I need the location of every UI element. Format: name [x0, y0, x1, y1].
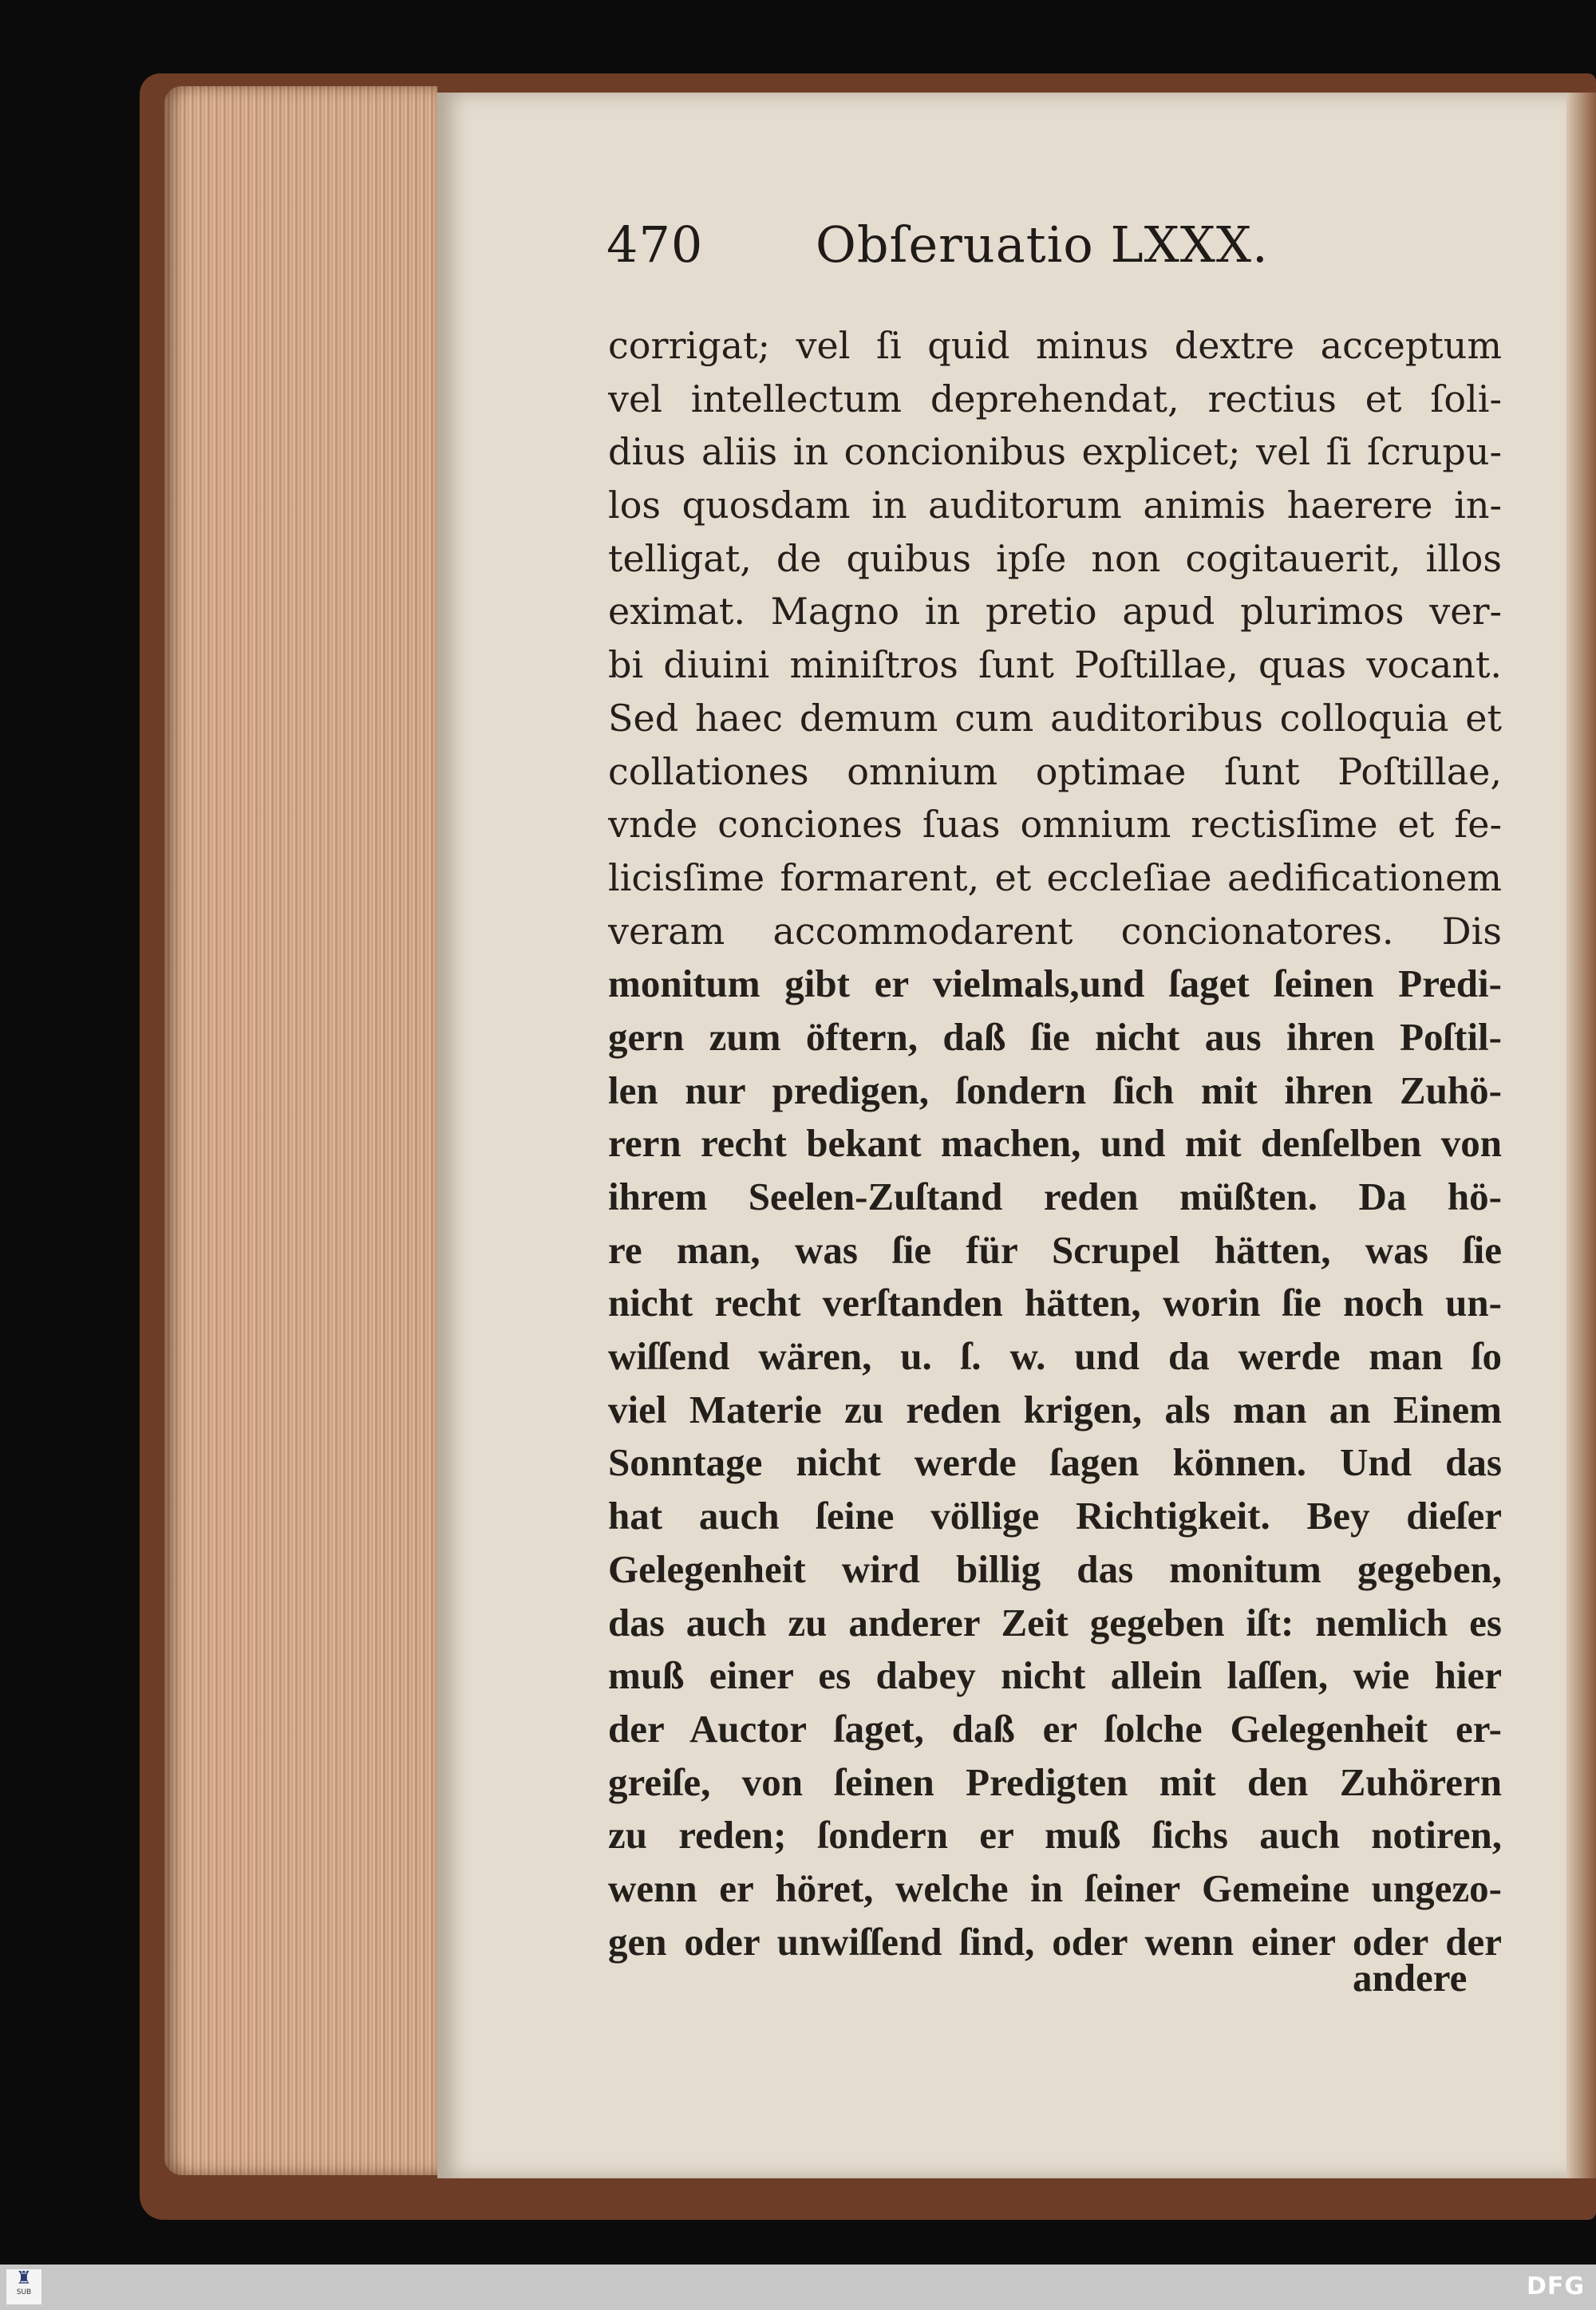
text-line: corrigat; vel ſi quid minus dextre acceptum	[608, 324, 1502, 367]
text-line: re man, was ſie für Scrupel hätten, was ſie	[608, 1227, 1502, 1272]
text-line: eximat. Magno in pretio apud plurimos ver-	[608, 590, 1502, 634]
text-line: nicht recht verſtanden hätten, worin ſie noch un-	[608, 1281, 1502, 1325]
library-logo-label: SUB	[16, 2288, 32, 2296]
text-line: ihrem Seelen-Zuſtand reden müßten. Da hö-	[608, 1175, 1502, 1218]
viewer-footer-bar	[0, 2265, 1596, 2310]
text-line: vel intellectum deprehendat, rectius et ſoli-	[608, 377, 1502, 421]
text-line: gern zum öftern, daß ſie nicht aus ihren Poſtil-	[608, 1014, 1502, 1059]
page-header	[606, 215, 1500, 287]
text-line: veram accommodarent concionatores. Dis	[608, 909, 1502, 953]
text-line: zu reden; ſondern er muß ſichs auch notiren,	[608, 1813, 1502, 1858]
text-line: wenn er höret, welche in ſeiner Gemeine ungezo-	[608, 1866, 1502, 1910]
text-line: greiſe, von ſeinen Predigten mit den Zuhörern	[608, 1759, 1502, 1804]
text-line: viel Materie zu reden krigen, als man an Einem	[608, 1387, 1502, 1431]
text-line: monitum gibt er vielmals,und ſaget ſeinen Predi-	[608, 962, 1502, 1006]
book-spine-edge	[1566, 93, 1596, 2178]
page-edges	[164, 86, 437, 2175]
text-line: muß einer es dabey nicht allein laſſen, wie hier	[608, 1653, 1502, 1698]
body-text	[608, 319, 1502, 1968]
text-line: telligat, de quibus ipſe non cogitauerit, illos	[608, 536, 1502, 580]
text-line: los quosdam in auditorum animis haerere in-	[608, 484, 1502, 527]
text-line: gen oder unwiſſend ſind, oder wenn einer oder der	[608, 1919, 1502, 1964]
text-line: der Auctor ſaget, daß er ſolche Gelegenheit er-	[608, 1706, 1502, 1751]
text-line: Sonntage nicht werde ſagen können. Und das	[608, 1440, 1502, 1485]
library-logo-icon: ♜	[16, 2269, 32, 2288]
text-line: len nur predigen, ſondern ſich mit ihren Zuhö-	[608, 1068, 1502, 1112]
library-logo	[6, 2269, 41, 2304]
page-number: 470	[606, 215, 704, 274]
text-line: rern recht bekant machen, und mit denſelben von	[608, 1121, 1502, 1166]
catchword: andere	[1353, 1956, 1468, 2000]
text-line: Sed haec demum cum auditoribus colloquia et	[608, 696, 1502, 740]
text-line: wiſſend wären, u. ſ. w. und da werde man ſo	[608, 1334, 1502, 1379]
text-line: vnde conciones ſuas omnium rectisſime et fe-	[608, 803, 1502, 847]
text-line: Gelegenheit wird billig das monitum gegeben,	[608, 1546, 1502, 1591]
text-line: hat auch ſeine völlige Richtigkeit. Bey dieſer	[608, 1494, 1502, 1538]
text-line: licisſime formarent, et eccleſiae aedificationem	[608, 855, 1502, 899]
text-line: dius aliis in concionibus explicet; vel ſi ſcrupu-	[608, 430, 1502, 474]
running-title: Obſeruatio LXXX.	[816, 215, 1269, 274]
text-line: bi diuini miniſtros ſunt Poſtillae, quas vocant.	[608, 643, 1502, 687]
text-line: das auch zu anderer Zeit gegeben iſt: nemlich es	[608, 1600, 1502, 1645]
dfg-logo: DFG	[1526, 2272, 1585, 2300]
text-line: collationes omnium optimae ſunt Poſtillae,	[608, 749, 1502, 793]
